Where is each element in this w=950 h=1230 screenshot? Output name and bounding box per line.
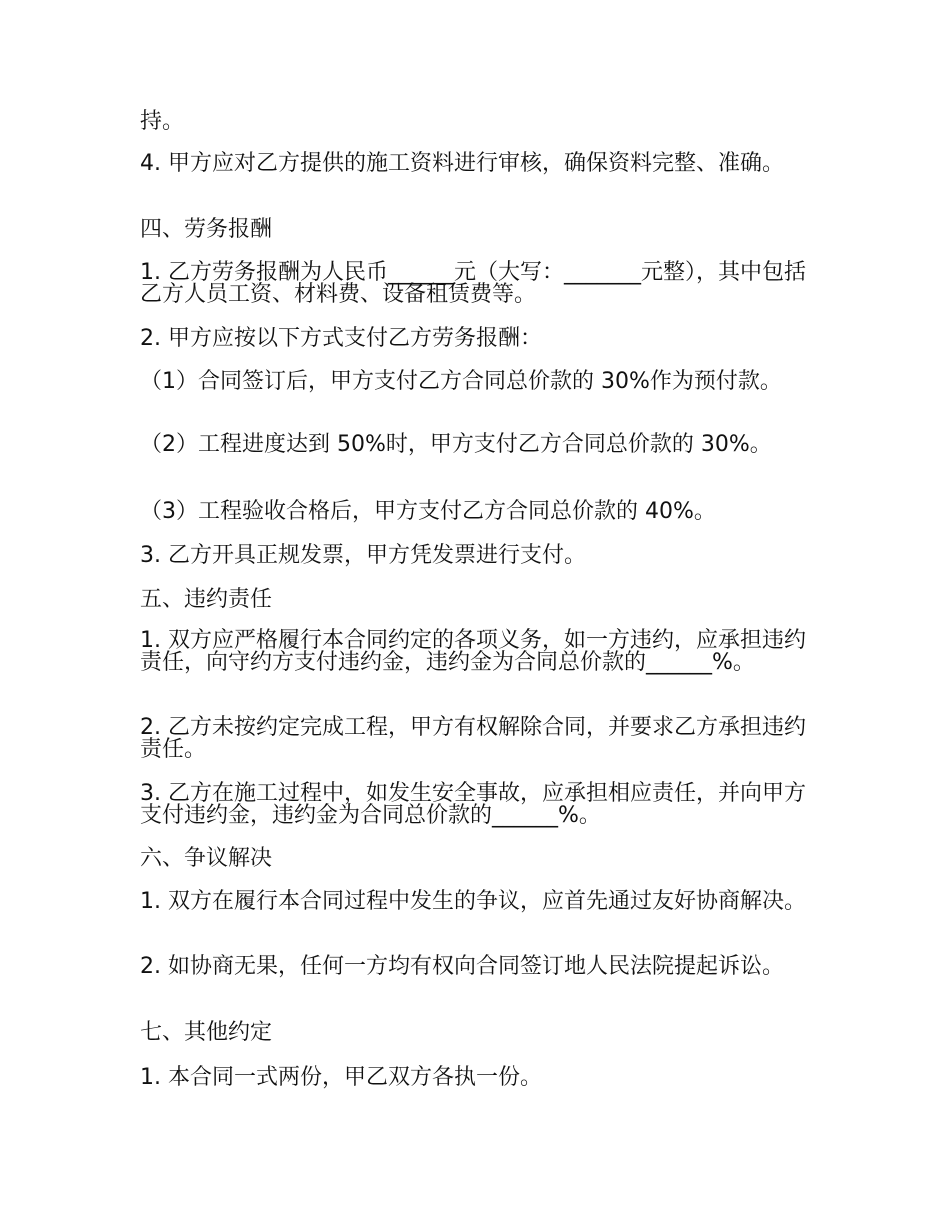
paragraph-clause-4-3: 3. 乙方开具正规发票，甲方凭发票进行支付。: [140, 543, 586, 568]
paragraph-clause-3-4: 4. 甲方应对乙方提供的施工资料进行审核，确保资料完整、准确。: [140, 151, 784, 176]
paragraph-clause-6-2: 2. 如协商无果，任何一方均有权向合同签订地人民法院提起诉讼。: [140, 954, 784, 979]
paragraph-clause-4-1: 1. 乙方劳务报酬为人民币______元（大写：_______元整），其中包括乙方人员工资、材料费、设备租赁费等。: [140, 260, 806, 307]
paragraph-clause-7-1: 1. 本合同一式两份，甲乙双方各执一份。: [140, 1065, 542, 1090]
paragraph-payment-1: （1）合同签订后，甲方支付乙方合同总价款的 30%作为预付款。: [140, 369, 782, 394]
section-heading-dispute: 六、争议解决: [140, 846, 273, 871]
paragraph-payment-3: （3）工程验收合格后，甲方支付乙方合同总价款的 40%。: [140, 499, 716, 524]
paragraph-payment-2: （2）工程进度达到 50%时，甲方支付乙方合同总价款的 30%。: [140, 432, 772, 457]
paragraph-clause-4-2: 2. 甲方应按以下方式支付乙方劳务报酬：: [140, 326, 542, 351]
paragraph-clause-5-3: 3. 乙方在施工过程中，如发生安全事故，应承担相应责任，并向甲方支付违约金，违约金为合同总价款的______%。: [140, 781, 806, 828]
paragraph-clause-5-1: 1. 双方应严格履行本合同约定的各项义务，如一方违约，应承担违约责任，向守约方支付违约金，违约金为合同总价款的______%。: [140, 628, 806, 675]
paragraph-clause-5-2: 2. 乙方未按约定完成工程，甲方有权解除合同，并要求乙方承担违约责任。: [140, 715, 806, 762]
paragraph-clause-6-1: 1. 双方在履行本合同过程中发生的争议，应首先通过友好协商解决。: [140, 889, 806, 914]
paragraph-continuation: 持。: [140, 109, 185, 134]
section-heading-other: 七、其他约定: [140, 1020, 273, 1045]
section-heading-liability: 五、违约责任: [140, 587, 273, 612]
section-heading-remuneration: 四、劳务报酬: [140, 217, 273, 242]
